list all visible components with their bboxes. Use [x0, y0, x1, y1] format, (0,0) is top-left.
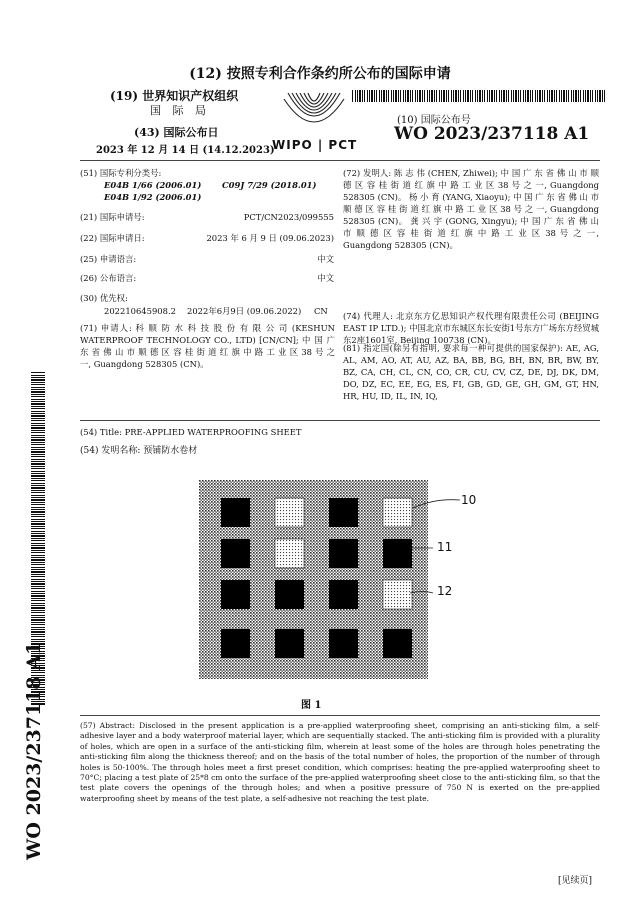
document-title: (12) 按照专利合作条约所公布的国际申请 [189, 66, 451, 82]
title-english: (54) Title: PRE-APPLIED WATERPROOFING SHEET [80, 427, 302, 437]
solid-hole [329, 580, 358, 609]
continued-on-next-page: [见续页] [558, 876, 593, 886]
organization-bureau: 国 际 局 [150, 104, 210, 117]
ipc-code-3: E04B 1/92 (2006.01) [104, 192, 202, 202]
solid-hole [221, 539, 250, 568]
solid-hole [275, 580, 304, 609]
ipc-label: (51) 国际专利分类号: [80, 168, 162, 178]
title-divider [80, 420, 600, 421]
priority-number: 202210645908.2 [104, 306, 176, 316]
publication-date-label: (43) 国际公布日 [134, 126, 219, 139]
wipo-pct-logo-text: WIPO | PCT [272, 138, 358, 152]
ipc-code-1: E04B 1/66 (2006.01) [104, 180, 202, 190]
publication-language: 中文 [317, 273, 334, 283]
priority-label: (30) 优先权: [80, 293, 128, 303]
reference-leaders [375, 490, 485, 610]
abstract-divider [80, 715, 600, 716]
header-divider [80, 160, 600, 161]
reference-numeral-12: 12 [437, 584, 453, 598]
through-hole [275, 498, 304, 527]
filing-language-label: (25) 申请语言: [80, 254, 137, 264]
reference-numeral-10: 10 [461, 493, 477, 507]
ipc-code-2: C09J 7/29 (2018.01) [222, 180, 317, 190]
publication-language-label: (26) 公布语言: [80, 273, 137, 283]
filing-language: 中文 [317, 254, 334, 264]
priority-date: 2022年6月9日 (09.06.2022) [187, 306, 302, 316]
inventors: (72) 发明人: 陈 志 伟 (CHEN, Zhiwei); 中 国 广 东 省 佛 山 市 顺 德 区 容 桂 街 道 红 旗 中 路 工 业 区 38 号 之 一, Guangdong 528305 (CN)。 杨 小 育 (YANG, Xiaoyu); 中 国 广 东 省 佛 山 市 顺 德 区 容 桂 街 道 红 旗 中 路 工 业 区 38 号 之 一, Guangdong 528305 (CN)。 龚 兴 宇 (GONG, Xingyu); 中 国 广 东 省 佛 山 市 顺 德 区 容 桂 街 道 红 旗 中 路 工 业 区 38 号 之 一, Guangdong 528305 (CN)。 [343, 168, 599, 250]
application-number-label: (21) 国际申请号: [80, 212, 145, 222]
solid-hole [329, 498, 358, 527]
solid-hole [221, 580, 250, 609]
application-number: PCT/CN2023/099555 [243, 212, 334, 222]
priority-country: CN [314, 306, 328, 316]
reference-numeral-11: 11 [437, 540, 453, 554]
solid-hole [275, 629, 304, 658]
figure-caption: 图 1 [301, 700, 322, 711]
barcode-top [352, 90, 606, 102]
organization-name: (19) 世界知识产权组织 [110, 89, 239, 103]
through-hole [275, 539, 304, 568]
publication-number-label: (10) 国际公布号 [397, 115, 471, 126]
solid-hole [221, 498, 250, 527]
solid-hole [221, 629, 250, 658]
applicant: (71) 申请人: 科 顺 防 水 科 技 股 份 有 限 公 司 (KESHUN WATERPROOF TECHNOLOGY CO., LTD) [CN/CN]; 中 国 广 东 省 佛 山 市 顺 德 区 容 桂 街 道 红 旗 中 路 工 业 区 38 号 之 一, Guangdong 528305 (CN)。 [80, 323, 335, 369]
filing-date-label: (22) 国际申请日: [80, 233, 145, 243]
solid-hole [383, 629, 412, 658]
publication-date: 2023 年 12 月 14 日 (14.12.2023) [96, 145, 275, 156]
title-chinese: (54) 发明名称: 预铺防水卷材 [80, 446, 198, 456]
abstract: (57) Abstract: Disclosed in the present application is a pre-applied waterproofing sheet, comprising an anti-sticking film, a self-adhesive layer and a body waterproof material layer, which are sequentially stacked. The anti-sticking film is provided with a plurality of holes, which are open in a surface of the anti-sticking film, wherein at least some of the holes are through holes penetrating the anti-sticking film along the thickness thereof; and on the basis of the total number of holes, the proportion of the number of through holes is 50-100%. The through holes meet a first preset condition, which comprises: heating the pre-applied waterproofing sheet to 70°C; placing a test plate of 25*8 cm onto the surface of the pre-applied waterproofing sheet close to the anti-sticking film, so that the test plate covers the openings of the through holes; and when a positive pressure of 750 N is exerted on the pre-applied waterproofing sheet by means of the test plate, a self-adhesive not reaching the test plate. [80, 721, 600, 803]
solid-hole [329, 539, 358, 568]
filing-date: 2023 年 6 月 9 日 (09.06.2023) [206, 233, 334, 243]
agent: (74) 代理人: 北京东方亿思知识产权代理有限责任公司 (BEIJING EAST IP LTD.); 中国北京市东城区东长安街1号东方广场东方经贸城东2座1601室, Beijing 100738 (CN)。 [343, 311, 599, 345]
designated-states: (81) 指定国(除另有指明, 要求每一种可提供的国家保护): AE, AG, AL, AM, AO, AT, AU, AZ, BA, BB, BG, BH, BN, BR, BW, BY, BZ, CA, CH, CL, CN, CO, CR, CU, CV, CZ, DE, DJ, DK, DM, DO, DZ, EC, EE, EG, ES, FI, GB, GD, GE, GH, GM, GT, HN, HR, HU, ID, IL, IN, IQ, [343, 343, 599, 401]
solid-hole [329, 629, 358, 658]
spine-publication-number: WO 2023/237118 A1 [23, 641, 45, 860]
publication-number: WO 2023/237118 A1 [394, 124, 590, 144]
wipo-logo-icon [282, 89, 346, 135]
